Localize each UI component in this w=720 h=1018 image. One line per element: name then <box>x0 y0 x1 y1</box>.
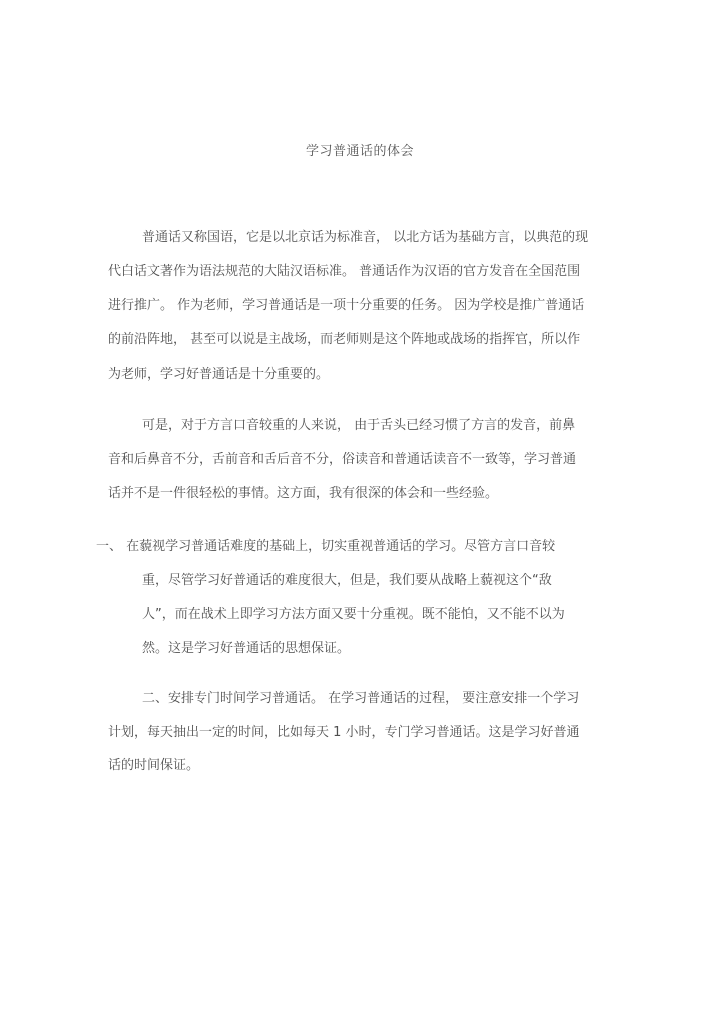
section-2-line-3: 话的时间保证。 <box>108 758 200 773</box>
section-1-line-2: 重，尽管学习好普通话的难度很大，但是，我们要从战略上藐视这个“敌 <box>142 573 552 588</box>
paragraph-2-line-2: 音和后鼻音不分，舌前音和舌后音不分，俗读音和普通话读音不一致等，学习普通 <box>108 452 577 467</box>
paragraph-1-line-2: 代白话文著作为语法规范的大陆汉语标准。 普通话作为汉语的官方发音在全国范围 <box>108 264 581 279</box>
paragraph-1-line-5: 为老师，学习好普通话是十分重要的。 <box>108 367 330 382</box>
paragraph-2-line-3: 话并不是一件很轻松的事情。这方面，我有很深的体会和一些经验。 <box>108 486 499 501</box>
paragraph-1-line-4: 的前沿阵地， 甚至可以说是主战场，而老师则是这个阵地或战场的指挥官，所以作 <box>108 332 581 347</box>
paragraph-1-line-1: 普通话又称国语，它是以北京话为标准音， 以北方话为基础方言，以典范的现 <box>142 230 589 245</box>
paragraph-1-line-3: 进行推广。 作为老师，学习普通话是一项十分重要的任务。 因为学校是推广普通话 <box>108 298 585 313</box>
document-title: 学习普通话的体会 <box>305 144 414 159</box>
section-1-line-4: 然。这是学习好普通话的思想保证。 <box>142 641 351 656</box>
paragraph-2-line-1: 可是，对于方言口音较重的人来说， 由于舌头已经习惯了方言的发音，前鼻 <box>142 418 576 433</box>
section-2-line-1: 二、安排专门时间学习普通话。 在学习普通话的过程， 要注意安排一个学习 <box>142 691 580 706</box>
section-1-line-1: 一、 在藐视学习普通话难度的基础上，切实重视普通话的学习。尽管方言口音较 <box>96 539 556 554</box>
section-1-line-3: 人”，而在战术上即学习方法方面又要十分重视。既不能怕，又不能不以为 <box>142 607 565 622</box>
section-2-line-2: 计划，每天抽出一定的时间，比如每天 1 小时，专门学习普通话。这是学习好普通 <box>108 725 580 740</box>
